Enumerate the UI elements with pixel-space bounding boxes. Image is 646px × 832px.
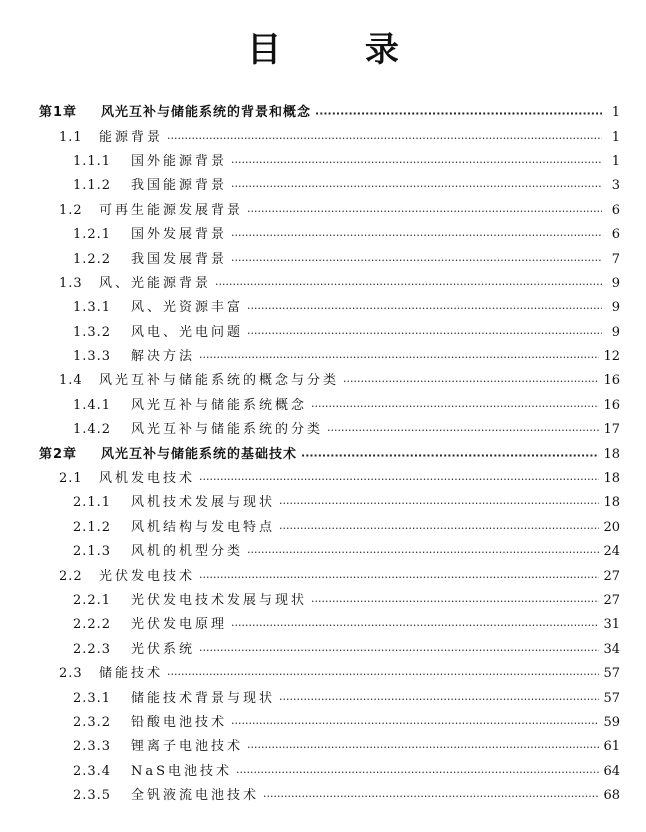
toc-entry-page: 24	[603, 544, 620, 560]
toc-entry-page: 17	[603, 422, 620, 438]
toc-leader-dots	[279, 496, 599, 512]
toc-entry-title: 国外能源背景	[131, 153, 228, 169]
toc-section-entry[interactable]	[0, 199, 646, 223]
toc-entry-page: 61	[603, 739, 620, 755]
toc-leader-dots	[311, 399, 599, 415]
toc-entry-title: 风、光资源丰富	[131, 300, 244, 316]
toc-entry-number: 1.2.2	[73, 251, 112, 267]
toc-section-entry[interactable]	[0, 662, 646, 686]
toc-leader-dots	[231, 228, 602, 244]
toc-entry-title: 可再生能源发展背景	[99, 202, 244, 218]
toc-leader-dots	[231, 179, 602, 195]
toc-leader-dots	[301, 448, 599, 464]
toc-leader-dots	[199, 643, 599, 659]
toc-subsection-entry[interactable]	[0, 150, 646, 174]
toc-entry-title: 风光互补与储能系统的概念与分类	[99, 373, 340, 389]
toc-leader-dots	[231, 716, 599, 732]
toc-entry-title: 风光互补与储能系统的基础技术	[101, 446, 298, 462]
toc-entry-number: 2.1.3	[73, 544, 112, 560]
toc-entry-number: 1.3.1	[73, 300, 112, 316]
toc-entry-page: 6	[611, 202, 620, 218]
toc-section-entry[interactable]	[0, 125, 646, 149]
toc-leader-dots	[236, 765, 599, 781]
toc-entry-page: 7	[611, 251, 620, 267]
toc-entry-page: 1	[611, 153, 620, 169]
toc-entry-number: 2.1.2	[73, 519, 112, 535]
toc-entry-page: 6	[611, 227, 620, 243]
toc-subsection-entry[interactable]	[0, 345, 646, 369]
toc-subsection-entry[interactable]	[0, 589, 646, 613]
toc-entry-page: 64	[603, 763, 620, 779]
toc-entry-number: 第1章	[39, 105, 78, 121]
toc-entry-page: 1	[611, 105, 620, 121]
toc-entry-number: 2.3	[59, 666, 83, 682]
toc-leader-dots	[263, 789, 599, 805]
toc-entry-number: 2.2.1	[73, 593, 112, 608]
toc-entry-number: 2.3.1	[73, 690, 112, 706]
toc-leader-dots	[247, 545, 599, 561]
toc-subsection-entry[interactable]	[0, 491, 646, 515]
toc-subsection-entry[interactable]	[0, 638, 646, 662]
toc-subsection-entry[interactable]	[0, 516, 646, 540]
toc-entry-number: 1.3	[59, 275, 83, 291]
toc-entry-title: 储能技术背景与现状	[131, 690, 276, 706]
toc-leader-dots	[311, 594, 599, 610]
toc-entry-number: 1.1	[59, 129, 83, 145]
toc-entry-title: 光伏发电技术发展与现状	[131, 593, 308, 608]
toc-entry-number: 2.2.3	[73, 641, 112, 657]
toc-subsection-entry[interactable]	[0, 613, 646, 637]
toc-entry-page: 9	[611, 275, 620, 291]
toc-entry-title: 风机技术发展与现状	[131, 495, 276, 511]
toc-chapter-entry[interactable]	[0, 442, 646, 466]
toc-entry-title: 风、光能源背景	[99, 275, 212, 291]
toc-leader-dots	[231, 253, 602, 269]
toc-entry-title: 风光互补与储能系统的背景和概念	[101, 105, 312, 121]
toc-entry-number: 第2章	[39, 446, 78, 462]
toc-entry-title: 光伏发电技术	[99, 568, 196, 584]
toc-leader-dots	[167, 131, 602, 147]
toc-entry-title: 能源背景	[99, 129, 164, 145]
toc-entry-title: 风电、光电问题	[131, 324, 244, 340]
toc-entry-number: 1.2	[59, 202, 83, 218]
toc-entry-number: 2.3.2	[73, 714, 112, 730]
toc-entry-page: 1	[611, 129, 620, 145]
toc-entry-title: 风光互补与储能系统概念	[131, 397, 308, 413]
toc-entry-page: 27	[603, 568, 620, 584]
toc-leader-dots	[279, 692, 599, 708]
toc-entry-number: 2.2	[59, 568, 83, 584]
toc-entry-title: 我国能源背景	[131, 178, 228, 194]
toc-entry-title: 锂离子电池技术	[131, 739, 244, 755]
toc-section-entry[interactable]	[0, 272, 646, 296]
toc-entry-page: 16	[603, 373, 620, 389]
toc-entry-title: 风机结构与发电特点	[131, 519, 276, 535]
toc-leader-dots	[315, 106, 602, 122]
toc-section-entry[interactable]	[0, 467, 646, 491]
toc-entry-number: 2.1.1	[73, 495, 112, 511]
toc-entry-page: 3	[611, 178, 620, 194]
toc-subsection-entry[interactable]	[0, 247, 646, 271]
toc-subsection-entry[interactable]	[0, 321, 646, 345]
toc-entry-page: 18	[603, 446, 620, 462]
toc-subsection-entry[interactable]	[0, 174, 646, 198]
toc-entry-title: 全钒液流电池技术	[131, 788, 260, 804]
toc-leader-dots	[327, 423, 599, 439]
toc-leader-dots	[199, 350, 599, 366]
toc-entry-title: NaS电池技术	[131, 763, 233, 779]
toc-entry-page: 9	[611, 324, 620, 340]
toc-leader-dots	[247, 326, 602, 342]
toc-entry-page: 18	[603, 471, 620, 487]
toc-subsection-entry[interactable]	[0, 760, 646, 784]
toc-entry-title: 风机发电技术	[99, 471, 196, 487]
toc-entry-number: 1.4	[59, 373, 83, 389]
toc-subsection-entry[interactable]	[0, 418, 646, 442]
toc-entry-page: 31	[603, 617, 620, 633]
toc-leader-dots	[279, 521, 599, 537]
toc-entry-page: 9	[611, 300, 620, 316]
toc-subsection-entry[interactable]	[0, 223, 646, 247]
toc-leader-dots	[247, 204, 602, 220]
toc-leader-dots	[199, 472, 599, 488]
toc-entry-number: 2.2.2	[73, 617, 112, 633]
toc-entry-number: 2.1	[59, 471, 83, 487]
toc-entry-page: 12	[603, 349, 620, 365]
toc-entry-title: 光伏发电原理	[131, 617, 228, 633]
toc-section-entry[interactable]	[0, 564, 646, 588]
toc-entry-page: 57	[603, 690, 620, 706]
toc-entry-page: 57	[603, 666, 620, 682]
toc-entry-title: 我国发展背景	[131, 251, 228, 267]
toc-entry-page: 27	[603, 593, 620, 608]
toc-entry-title: 风机的机型分类	[131, 544, 244, 560]
toc-entry-page: 16	[603, 397, 620, 413]
toc-entry-title: 国外发展背景	[131, 227, 228, 243]
toc-entry-title: 铅酸电池技术	[131, 714, 228, 730]
toc-subsection-entry[interactable]	[0, 686, 646, 710]
toc-leader-dots	[231, 618, 599, 634]
toc-entry-number: 1.1.1	[73, 153, 112, 169]
toc-leader-dots	[343, 374, 599, 390]
toc-leader-dots	[215, 277, 602, 293]
toc-entry-number: 2.3.5	[73, 788, 112, 804]
toc-subsection-entry[interactable]	[0, 540, 646, 564]
toc-entry-page: 20	[603, 519, 620, 535]
toc-subsection-entry[interactable]	[0, 296, 646, 320]
toc-entry-title: 光伏系统	[131, 641, 196, 657]
toc-leader-dots	[167, 667, 599, 683]
toc-chapter-entry[interactable]	[0, 101, 646, 125]
toc-subsection-entry[interactable]	[0, 394, 646, 418]
toc-section-entry[interactable]	[0, 369, 646, 393]
table-of-contents	[0, 101, 646, 808]
toc-entry-title: 储能技术	[99, 666, 164, 682]
toc-entry-page: 68	[603, 788, 620, 804]
toc-subsection-entry[interactable]	[0, 711, 646, 735]
toc-leader-dots	[247, 301, 602, 317]
toc-entry-number: 1.3.3	[73, 349, 112, 365]
toc-entry-page: 59	[603, 714, 620, 730]
toc-leader-dots	[247, 740, 599, 756]
toc-subsection-entry[interactable]	[0, 784, 646, 808]
toc-entry-title: 解决方法	[131, 349, 196, 365]
toc-entry-page: 18	[603, 495, 620, 511]
toc-entry-number: 1.2.1	[73, 227, 112, 243]
page-title: 目 录	[247, 30, 435, 70]
toc-entry-number: 2.3.3	[73, 739, 112, 755]
toc-entry-number: 1.4.1	[73, 397, 112, 413]
toc-entry-title: 风光互补与储能系统的分类	[131, 422, 324, 438]
toc-subsection-entry[interactable]	[0, 735, 646, 759]
toc-entry-number: 1.3.2	[73, 324, 112, 340]
toc-entry-number: 1.4.2	[73, 422, 112, 438]
toc-leader-dots	[199, 570, 599, 586]
toc-entry-number: 1.1.2	[73, 178, 112, 194]
toc-leader-dots	[231, 155, 602, 171]
toc-entry-page: 34	[603, 641, 620, 657]
toc-entry-number: 2.3.4	[73, 763, 112, 779]
